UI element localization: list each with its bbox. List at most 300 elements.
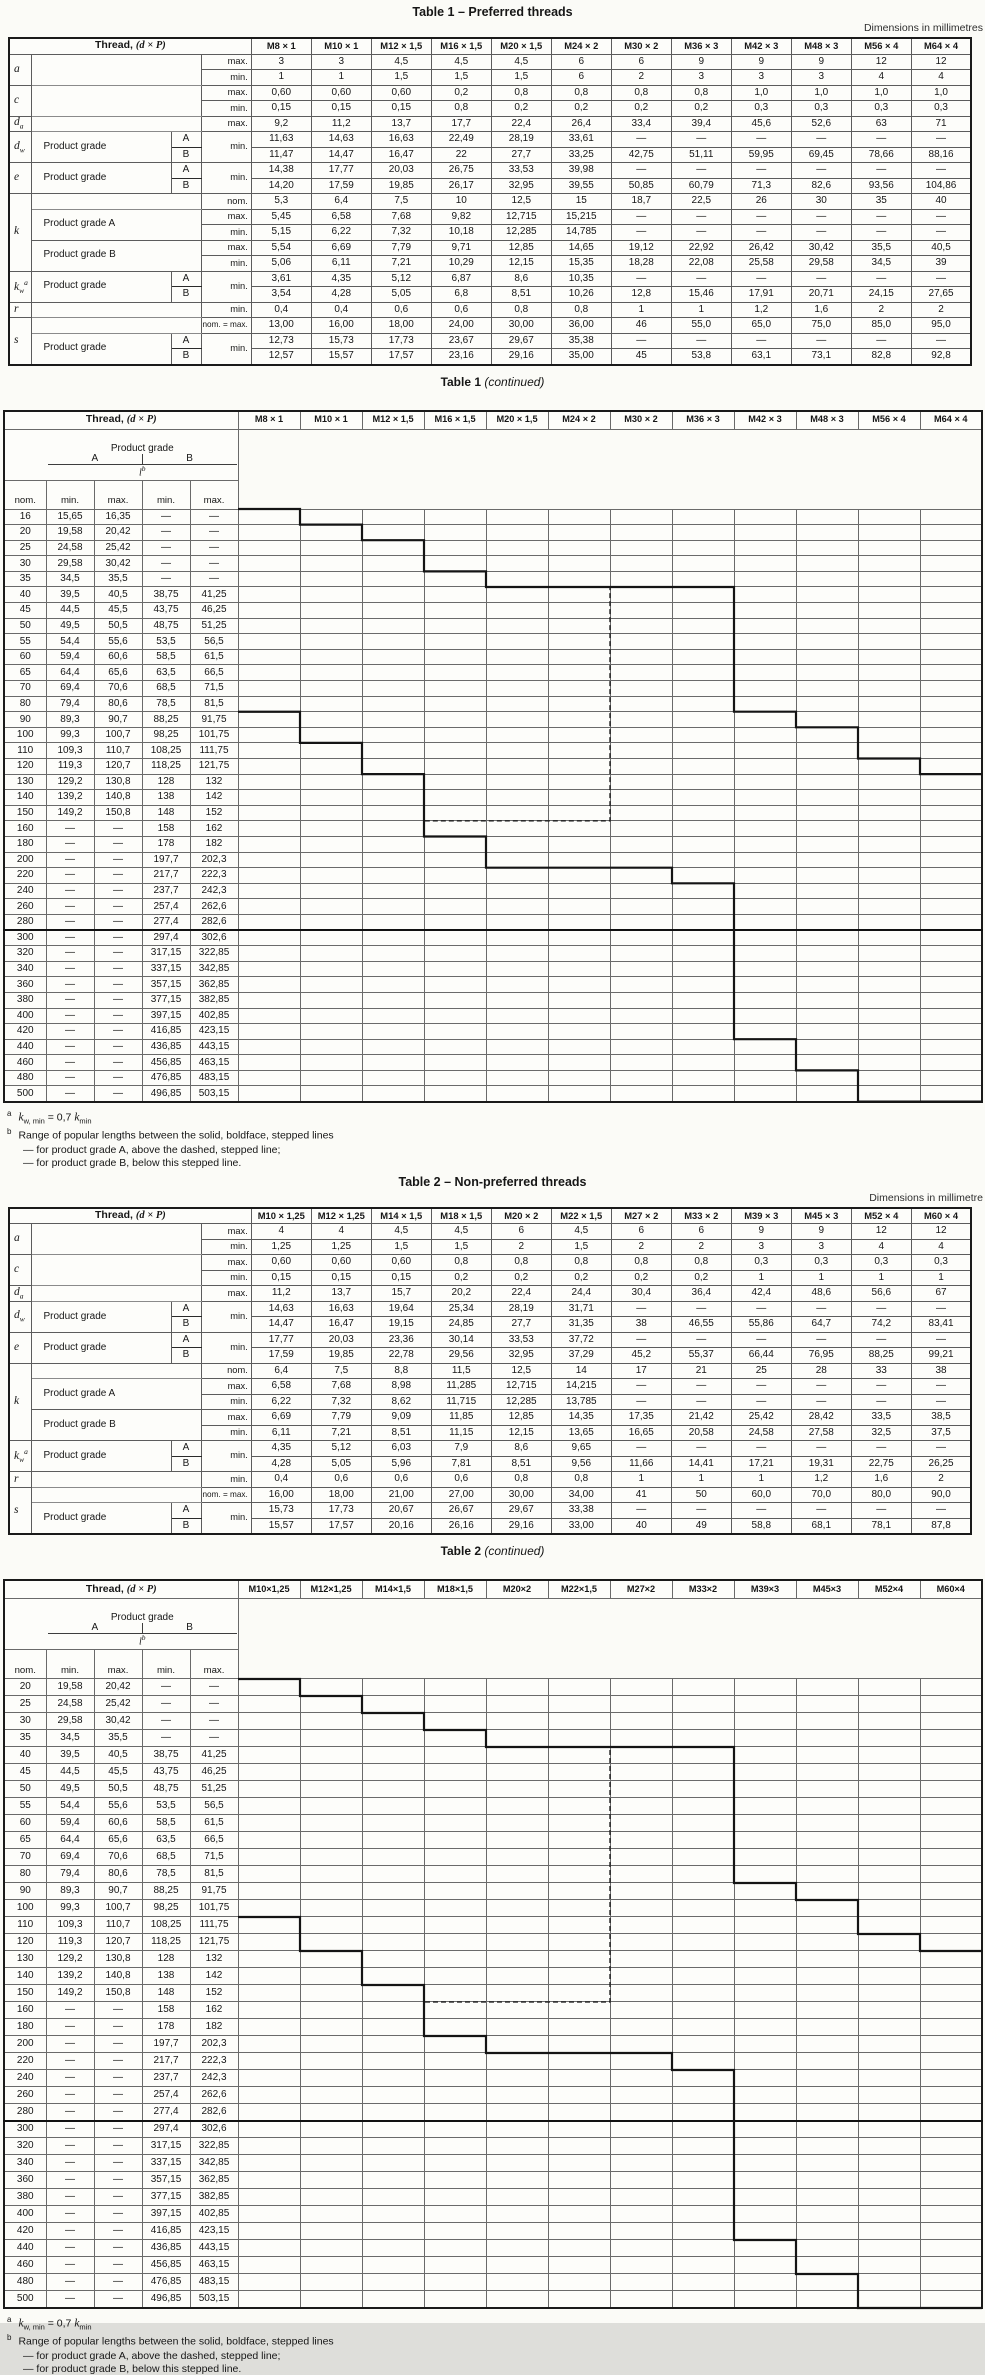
value-cell: —	[851, 1379, 911, 1395]
value-cell: 15,35	[551, 256, 611, 272]
length-limit-value: 237,7	[142, 2070, 190, 2087]
value-cell: 1,5	[371, 70, 431, 86]
value-cell: 17,57	[371, 349, 431, 365]
value-cell: 36,4	[671, 1286, 731, 1302]
grade-a-description: Product grade A	[31, 209, 201, 240]
grid-cell	[300, 1039, 362, 1055]
grid-cell	[796, 2036, 858, 2053]
value-cell: 8,51	[491, 287, 551, 303]
value-cell: 2	[611, 70, 671, 86]
value-cell: —	[911, 333, 971, 349]
value-cell: 31,35	[551, 1317, 611, 1333]
grid-cell	[796, 2087, 858, 2104]
length-nominal: 150	[4, 1985, 46, 2002]
length-limit-value: 45,5	[94, 603, 142, 619]
length-limit-value: 140,8	[94, 790, 142, 806]
grid-cell	[486, 1713, 548, 1730]
grid-cell	[486, 2053, 548, 2070]
value-cell: 63	[851, 116, 911, 132]
value-cell: 33,53	[491, 163, 551, 179]
value-cell: 0,3	[791, 101, 851, 117]
value-cell: 33,53	[491, 1332, 551, 1348]
grid-cell	[920, 1039, 982, 1055]
grid-cell	[238, 665, 300, 681]
grid-cell	[610, 2206, 672, 2223]
value-cell: 3,61	[251, 271, 311, 287]
grid-cell	[734, 1024, 796, 1040]
grid-cell	[858, 509, 920, 525]
grid-cell	[796, 1086, 858, 1102]
value-cell: 38	[911, 1363, 971, 1379]
grid-cell	[610, 2121, 672, 2138]
grid-cell	[672, 1070, 734, 1086]
length-row	[4, 2172, 982, 2189]
length-limit-value: 59,4	[46, 1815, 94, 1832]
grid-cell	[548, 1798, 610, 1815]
limit-label: min.	[201, 1425, 251, 1441]
length-limit-value: 65,6	[94, 665, 142, 681]
grid-cell	[920, 696, 982, 712]
grid-cell	[610, 1764, 672, 1781]
grid-cell	[920, 961, 982, 977]
length-limit-value: 35,5	[94, 1730, 142, 1747]
grid-cell	[734, 1730, 796, 1747]
grid-cell	[920, 1713, 982, 1730]
grid-cell	[548, 883, 610, 899]
value-cell: 87,8	[911, 1518, 971, 1534]
grid-cell	[548, 930, 610, 946]
grid-cell	[610, 2189, 672, 2206]
value-cell: 88,16	[911, 147, 971, 163]
table-header	[9, 1208, 971, 1224]
length-limit-value: 39,5	[46, 1747, 94, 1764]
grid-cell	[734, 743, 796, 759]
length-limit-value: 357,15	[142, 2172, 190, 2189]
length-limit-value: 282,6	[190, 914, 238, 930]
grid-cell	[424, 821, 486, 837]
value-cell: 1,2	[791, 1472, 851, 1488]
grid-cell	[486, 759, 548, 775]
grid-cell	[796, 2257, 858, 2274]
length-limit-value: 50,5	[94, 618, 142, 634]
grid-cell	[424, 2053, 486, 2070]
grid-cell	[858, 1713, 920, 1730]
length-limit-value: 69,4	[46, 1849, 94, 1866]
value-cell: 1,5	[431, 70, 491, 86]
grid-cell	[920, 556, 982, 572]
grid-cell	[300, 1968, 362, 1985]
value-cell: 5,15	[251, 225, 311, 241]
grid-cell	[920, 2138, 982, 2155]
value-cell: 18,7	[611, 194, 671, 210]
grid-cell	[486, 821, 548, 837]
value-cell: —	[851, 1394, 911, 1410]
value-cell: —	[611, 163, 671, 179]
thread-size-header: M8 × 1	[238, 411, 300, 430]
value-cell: 15,73	[251, 1503, 311, 1519]
grid-cell	[858, 556, 920, 572]
limit-label: nom. = max.	[201, 1487, 251, 1503]
header-empty-region	[238, 1599, 982, 1679]
thread-size-header: M56 × 4	[858, 411, 920, 430]
value-cell: 14,215	[551, 1379, 611, 1395]
grid-cell	[796, 2002, 858, 2019]
grid-cell	[548, 556, 610, 572]
value-cell: —	[611, 1332, 671, 1348]
length-limit-value: 68,5	[142, 681, 190, 697]
table-row	[9, 271, 971, 287]
grid-cell	[796, 1917, 858, 1934]
length-limit-value: 46,25	[190, 1764, 238, 1781]
grid-cell	[486, 1055, 548, 1071]
length-limit-value: 91,75	[190, 712, 238, 728]
length-limit-value: 262,6	[190, 899, 238, 915]
thread-size-header: M12 × 1,25	[311, 1208, 371, 1224]
length-limit-value: —	[190, 1730, 238, 1747]
grid-cell	[238, 1985, 300, 2002]
thread-size-header: M12 × 1,5	[371, 38, 431, 54]
grid-cell	[362, 2206, 424, 2223]
length-limit-value: 25,42	[94, 1696, 142, 1713]
value-cell: 99,21	[911, 1348, 971, 1364]
thread-size-header: M24 × 2	[551, 38, 611, 54]
grid-cell	[238, 1968, 300, 1985]
value-cell: 19,85	[371, 178, 431, 194]
value-cell: 33	[851, 1363, 911, 1379]
table-row	[9, 1224, 971, 1240]
value-cell: 82,6	[791, 178, 851, 194]
value-cell: 0,8	[491, 1472, 551, 1488]
length-nominal: 220	[4, 2053, 46, 2070]
value-cell: 45	[611, 349, 671, 365]
grade-b-label: B	[171, 1456, 201, 1472]
length-row	[4, 759, 982, 775]
value-cell: —	[731, 209, 791, 225]
length-nominal: 130	[4, 774, 46, 790]
value-cell: —	[911, 1503, 971, 1519]
value-cell: —	[611, 132, 671, 148]
thread-size-header: M14×1,5	[362, 1580, 424, 1599]
value-cell: —	[731, 1394, 791, 1410]
value-cell: —	[731, 225, 791, 241]
grade-a-label: A	[91, 452, 99, 464]
thread-header-cell: Thread, (d × P)	[9, 38, 251, 54]
grid-cell	[424, 2274, 486, 2291]
value-cell: 3	[671, 70, 731, 86]
grid-cell	[858, 1832, 920, 1849]
grid-cell	[238, 2138, 300, 2155]
value-cell: 16,47	[371, 147, 431, 163]
limit-label: max.	[201, 240, 251, 256]
value-cell: 15,57	[251, 1518, 311, 1534]
grid-cell	[610, 571, 672, 587]
description-cell: Product grade	[31, 1441, 171, 1472]
grid-cell	[734, 649, 796, 665]
value-cell: 26,75	[431, 163, 491, 179]
grid-cell	[300, 696, 362, 712]
value-cell: 2	[911, 1472, 971, 1488]
limit-label: min.	[201, 1301, 251, 1332]
description-cell	[31, 1224, 201, 1255]
grid-cell	[920, 1696, 982, 1713]
grid-cell	[796, 852, 858, 868]
value-cell: —	[791, 271, 851, 287]
grid-cell	[734, 1900, 796, 1917]
length-limit-value: 90,7	[94, 1883, 142, 1900]
length-row	[4, 992, 982, 1008]
thread-size-header: M18×1,5	[424, 1580, 486, 1599]
value-cell: 1	[731, 1270, 791, 1286]
length-nominal: 240	[4, 2070, 46, 2087]
value-cell: 34,5	[851, 256, 911, 272]
grid-cell	[672, 571, 734, 587]
length-nominal: 35	[4, 1730, 46, 1747]
grid-cell	[548, 2019, 610, 2036]
value-cell: 6,69	[311, 240, 371, 256]
length-row	[4, 899, 982, 915]
value-cell: 3	[251, 54, 311, 70]
grid-cell	[796, 821, 858, 837]
property-symbol: $d_w$	[9, 132, 31, 163]
length-limit-value: 101,75	[190, 1900, 238, 1917]
grid-cell	[424, 649, 486, 665]
table-row	[9, 1441, 971, 1457]
length-nominal: 70	[4, 681, 46, 697]
grid-cell	[486, 618, 548, 634]
grid-cell	[486, 1951, 548, 1968]
grid-cell	[796, 2104, 858, 2121]
product-grade-block	[4, 429, 238, 480]
length-limit-value: —	[46, 2155, 94, 2172]
value-cell: 40	[611, 1518, 671, 1534]
grid-cell	[610, 2172, 672, 2189]
length-limit-value: 277,4	[142, 914, 190, 930]
value-cell: 12,715	[491, 209, 551, 225]
value-cell: 17,59	[251, 1348, 311, 1364]
value-cell: 48,6	[791, 1286, 851, 1302]
grid-cell	[610, 665, 672, 681]
limit-label: min.	[201, 101, 251, 117]
length-nominal: 380	[4, 2189, 46, 2206]
length-limit-value: 88,25	[142, 1883, 190, 1900]
length-limit-value: 63,5	[142, 665, 190, 681]
length-row	[4, 540, 982, 556]
length-limit-value: 19,58	[46, 525, 94, 541]
grid-cell	[362, 603, 424, 619]
grid-cell	[300, 681, 362, 697]
grid-cell	[300, 1985, 362, 2002]
value-cell: 6	[491, 1224, 551, 1240]
grid-cell	[920, 2240, 982, 2257]
thread-header-cell: Thread, (d × P)	[4, 411, 238, 430]
length-limit-value: 65,6	[94, 1832, 142, 1849]
grid-cell	[920, 1832, 982, 1849]
thread-size-header: M14 × 1,5	[371, 1208, 431, 1224]
grid-cell	[858, 836, 920, 852]
grid-cell	[920, 1008, 982, 1024]
length-limit-value: —	[190, 571, 238, 587]
value-cell: 37,5	[911, 1425, 971, 1441]
length-limit-value: 456,85	[142, 2257, 190, 2274]
thread-size-header: M36 × 3	[671, 38, 731, 54]
header-empty-region	[238, 429, 982, 509]
length-row	[4, 618, 982, 634]
value-cell: 17,73	[311, 1503, 371, 1519]
grid-cell	[548, 2206, 610, 2223]
length-limit-value: 142	[190, 1968, 238, 1985]
length-row	[4, 1849, 982, 1866]
length-limit-value: 423,15	[190, 1024, 238, 1040]
grid-cell	[424, 1086, 486, 1102]
length-row	[4, 2223, 982, 2240]
length-limit-value: 50,5	[94, 1781, 142, 1798]
grid-cell	[238, 2172, 300, 2189]
thread-size-header: M27×2	[610, 1580, 672, 1599]
description-cell: Product grade	[31, 1503, 171, 1535]
thread-size-header: M60 × 4	[911, 1208, 971, 1224]
value-cell: 15	[551, 194, 611, 210]
grid-cell	[238, 1039, 300, 1055]
value-cell: 11,285	[431, 1379, 491, 1395]
grid-cell	[734, 618, 796, 634]
length-limit-value: 197,7	[142, 2036, 190, 2053]
length-limit-value: 322,85	[190, 2138, 238, 2155]
grid-cell	[672, 790, 734, 806]
length-limit-value: —	[142, 1696, 190, 1713]
description-cell	[31, 1487, 201, 1503]
grid-cell	[734, 774, 796, 790]
grid-cell	[796, 681, 858, 697]
grid-cell	[796, 2206, 858, 2223]
grid-cell	[858, 790, 920, 806]
value-cell: 16,00	[311, 318, 371, 334]
header-row	[4, 411, 982, 430]
length-limit-value: 41,25	[190, 1747, 238, 1764]
value-cell: 14,63	[311, 132, 371, 148]
grid-cell	[486, 2070, 548, 2087]
value-cell: 0,6	[431, 1472, 491, 1488]
grid-cell	[300, 977, 362, 993]
grid-cell	[858, 1070, 920, 1086]
value-cell: 3	[791, 1239, 851, 1255]
value-cell: 6,87	[431, 271, 491, 287]
value-cell: 6	[551, 54, 611, 70]
length-limit-value: 53,5	[142, 634, 190, 650]
table-row	[9, 209, 971, 225]
length-nominal: 35	[4, 571, 46, 587]
grid-cell	[672, 1815, 734, 1832]
value-cell: 27,58	[791, 1425, 851, 1441]
thread-size-header: M64 × 4	[920, 411, 982, 430]
grid-cell	[610, 1747, 672, 1764]
grid-cell	[858, 1934, 920, 1951]
grid-cell	[238, 634, 300, 650]
grid-cell	[672, 603, 734, 619]
grid-cell	[362, 1055, 424, 1071]
thread-dimension-table	[8, 37, 972, 366]
length-limit-value: 89,3	[46, 1883, 94, 1900]
length-limit-value: 152	[190, 805, 238, 821]
length-nominal: 60	[4, 1815, 46, 1832]
grid-cell	[300, 1832, 362, 1849]
grid-cell	[796, 2172, 858, 2189]
length-limit-value: —	[94, 977, 142, 993]
thread-size-header: M16 × 1,5	[424, 411, 486, 430]
length-limit-value: —	[142, 1713, 190, 1730]
grid-cell	[362, 868, 424, 884]
value-cell: 60,79	[671, 178, 731, 194]
thread-header-cell: Thread, (d × P)	[9, 1208, 251, 1224]
value-cell: 56,6	[851, 1286, 911, 1302]
value-cell: 17,73	[371, 333, 431, 349]
grid-cell	[734, 2138, 796, 2155]
grid-cell	[920, 2053, 982, 2070]
grid-cell	[238, 743, 300, 759]
value-cell: 23,67	[431, 333, 491, 349]
value-cell: 12,15	[491, 256, 551, 272]
value-cell: —	[791, 1332, 851, 1348]
length-symbol: $l^b$	[138, 1633, 146, 1648]
value-cell: 5,12	[371, 271, 431, 287]
value-cell: 20,67	[371, 1503, 431, 1519]
length-nominal: 420	[4, 1024, 46, 1040]
value-cell: 55,86	[731, 1317, 791, 1333]
value-cell: —	[731, 132, 791, 148]
grid-cell	[548, 836, 610, 852]
grid-cell	[734, 2240, 796, 2257]
grid-cell	[548, 2240, 610, 2257]
grid-cell	[920, 2002, 982, 2019]
grid-cell	[424, 1968, 486, 1985]
limit-label: min.	[201, 163, 251, 194]
length-limit-value: 138	[142, 1968, 190, 1985]
length-limit-value: —	[46, 977, 94, 993]
grid-cell	[238, 681, 300, 697]
value-cell: 39,98	[551, 163, 611, 179]
grid-cell	[796, 774, 858, 790]
value-cell: —	[911, 1441, 971, 1457]
length-nominal: 320	[4, 2138, 46, 2155]
value-cell: —	[671, 1503, 731, 1519]
value-cell: 4,5	[431, 54, 491, 70]
grid-cell	[424, 899, 486, 915]
table-row	[9, 1379, 971, 1395]
grid-cell	[548, 1696, 610, 1713]
value-cell: 0,15	[251, 1270, 311, 1286]
grid-cell	[920, 1070, 982, 1086]
length-limit-value: 362,85	[190, 977, 238, 993]
length-row	[4, 649, 982, 665]
grid-cell	[610, 1849, 672, 1866]
grid-cell	[362, 587, 424, 603]
value-cell: 19,12	[611, 240, 671, 256]
grid-cell	[796, 1764, 858, 1781]
grid-cell	[920, 540, 982, 556]
length-row	[4, 2002, 982, 2019]
value-cell: 27,00	[431, 1487, 491, 1503]
value-cell: 4	[851, 1239, 911, 1255]
length-limit-value: 51,25	[190, 618, 238, 634]
grid-cell	[424, 961, 486, 977]
length-limit-value: —	[94, 899, 142, 915]
length-limit-value: 463,15	[190, 2257, 238, 2274]
grid-cell	[610, 1070, 672, 1086]
length-nominal: 220	[4, 868, 46, 884]
length-limit-value: —	[142, 525, 190, 541]
header-row	[4, 1580, 982, 1599]
value-cell: —	[671, 163, 731, 179]
grid-cell	[610, 1008, 672, 1024]
